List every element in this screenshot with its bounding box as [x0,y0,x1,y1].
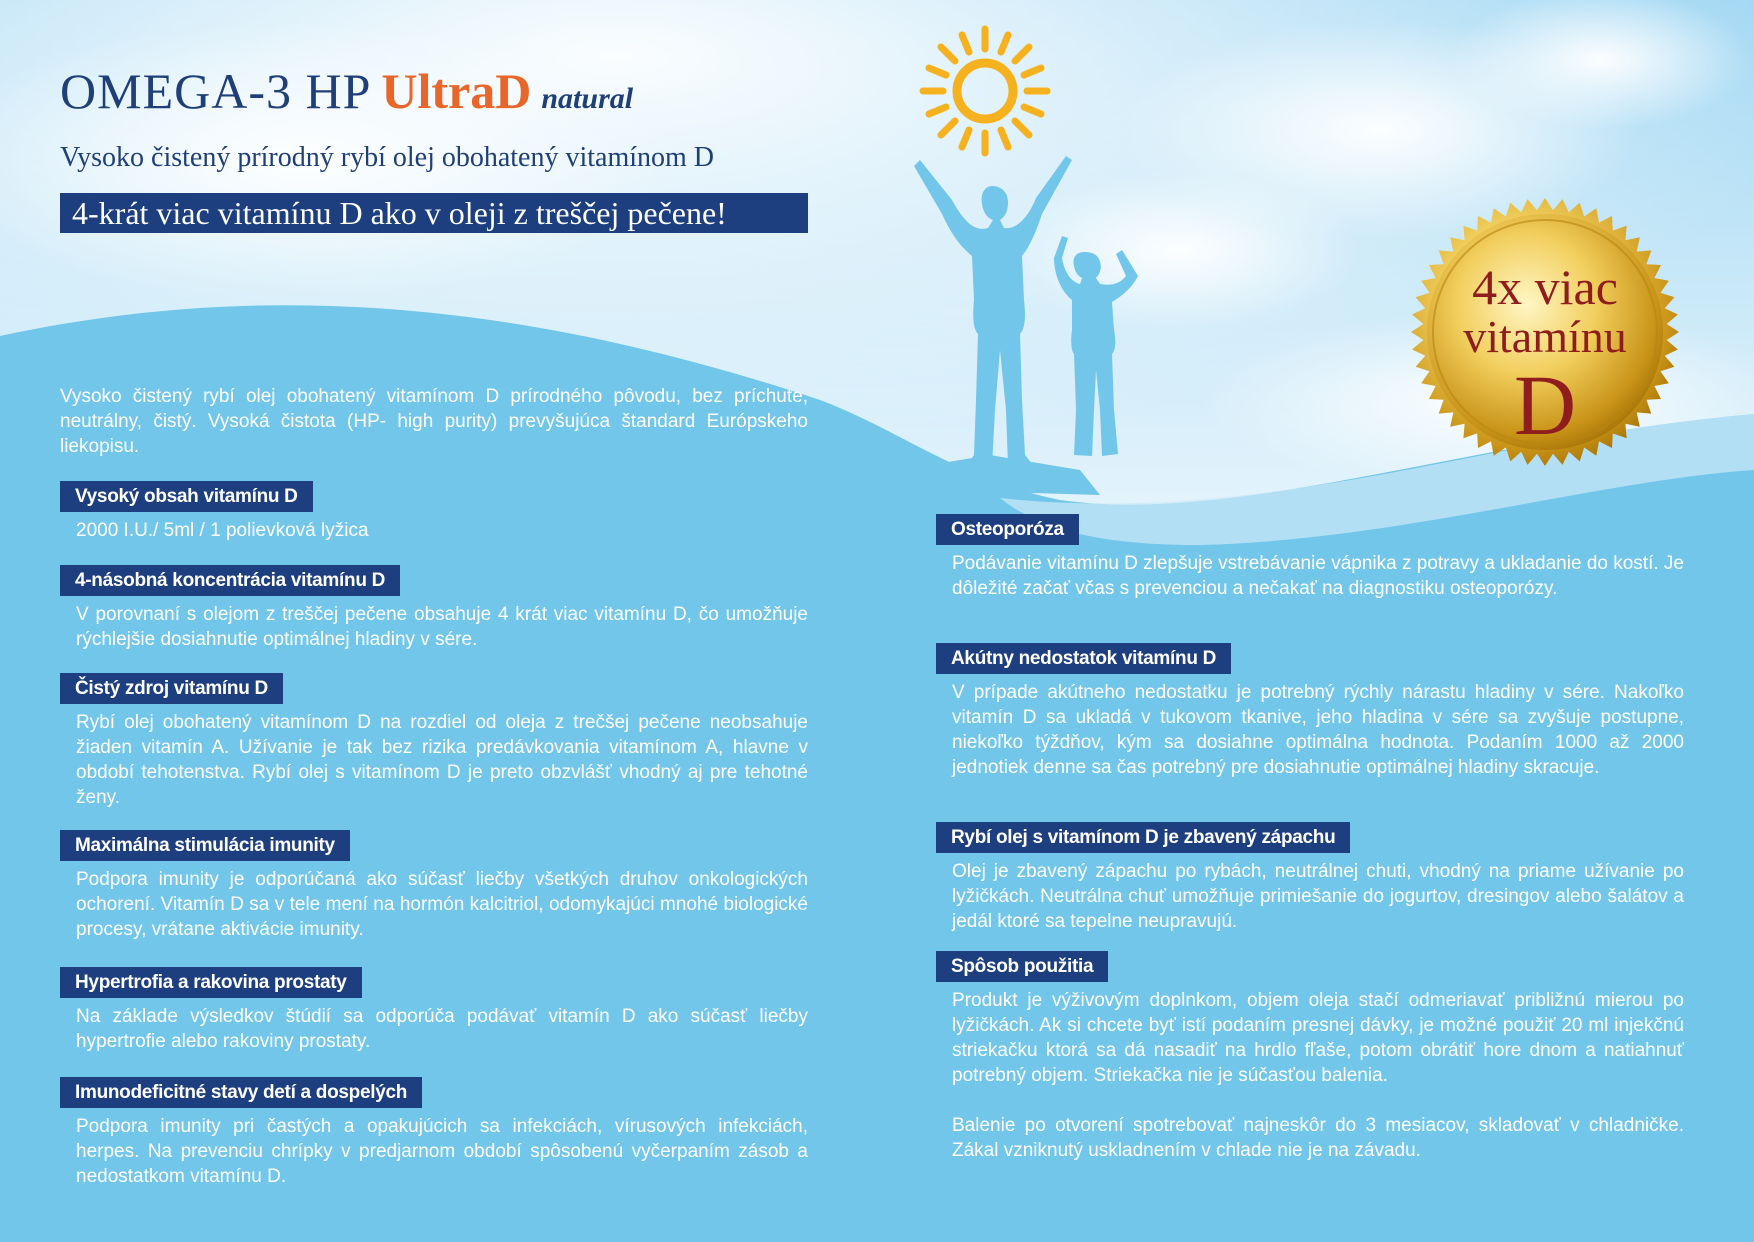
product-title [60,63,634,119]
section-text [952,988,1684,1163]
product-variant: natural [541,82,634,115]
section-heading: Rybí olej s vitamínom D je zbavený zápachu [936,822,1350,853]
section-paragraph: V prípade akútneho nedostatku je potrebný rýchly nárastu hladiny v sére. Nakoľko vitamín D sa ukladá v tukovom tkanive, jeho hladina v sére sa zvyšuje postupne, niekoľko týždňov, kým sa dosiahne optimálna hodnota. Podaním 1000 až 2000 jednotiek denne sa čas potrebný pre dosiahnutie optimálnej hladiny skracuje. [952,682,1684,778]
section-heading: 4-násobná koncentrácia vitamínu D [60,565,400,596]
section-paragraph: 2000 I.U./ 5ml / 1 polievková lyžica [76,520,369,541]
brand-name: OMEGA-3 HP [60,63,372,119]
section-text [952,680,1684,780]
section-paragraph: Olej je zbavený zápachu po rybách, neutrálnej chuti, vhodný na priame užívanie po lyžičkách. Neutrálna chuť umožňuje primiešanie do jogurtov, dresingov alebo šalátov a jedál ktoré sa tepelne neupravujú. [952,861,1684,932]
section-heading: Maximálna stimulácia imunity [60,830,350,861]
section-text [76,710,808,810]
section-high-vitamin-d [60,481,808,543]
headline-banner: 4-krát viac vitamínu D ako v oleji z treščej pečene! [60,193,808,233]
section-paragraph: Produkt je výživovým doplnkom, objem oleja stačí odmeriavať približnú mierou po lyžičkách. Ak si chcete byť istí podaním presnej dávky, je možné použiť 20 ml injekčnú striekačku ktorá sa dá nasadiť na hrdlo fľaše, potom obrátiť hore dnom a natiahnuť potrebný objem. Striekačka nie je súčasťou balenia. [952,990,1684,1086]
section-heading: Imunodeficitné stavy detí a dospelých [60,1077,422,1108]
seal-line-2: vitamínu [1463,311,1627,362]
section-heading: Osteoporóza [936,514,1079,545]
section-paragraph: Balenie po otvorení spotrebovať najneskôr do 3 mesiacov, skladovať v chladničke. Zákal vzniknutý uskladnením v chlade nie je na závadu. [952,1115,1684,1161]
section-immunodeficiency [60,1077,808,1189]
section-text [952,859,1684,934]
section-text [952,551,1684,601]
section-heading: Vysoký obsah vitamínu D [60,481,313,512]
intro-paragraph: Vysoko čistený rybí olej obohatený vitamínom D prírodného pôvodu, bez príchute, neutrálny, čistý. Vysoká čistota (HP- high purity) prevyšujúca štandard Európskeho liekopisu. [60,386,808,457]
section-heading: Čistý zdroj vitamínu D [60,673,283,704]
section-paragraph: Rybí olej obohatený vitamínom D na rozdiel od oleja z trečšej pečene neobsahuje žiaden vitamín A. Užívanie je tak bez rizika predávkovania vitamínom A, hlavne v období tehotenstva. Rybí olej s vitamínom D je preto obzvlášť vhodný aj pre tehotné ženy. [76,712,808,808]
section-odorless [936,822,1684,934]
section-heading: Spôsob použitia [936,951,1108,982]
section-paragraph: Podpora imunity je odporúčaná ako súčasť liečby všetkých druhov onkologických ochorení. Vitamín D sa v tele mení na hormón kalcitriol, odomykajúci mnohé biologické procesy, vrátane aktivácie imunity. [76,869,808,940]
seal-line-3: D [1513,357,1577,453]
section-text [76,602,808,652]
section-text [76,867,808,942]
product-name: UltraD [381,63,532,119]
seal-label [1410,259,1680,453]
section-acute-deficiency [936,643,1684,780]
section-heading: Akútny nedostatok vitamínu D [936,643,1231,674]
section-text [76,1114,808,1189]
section-concentration [60,565,808,652]
section-paragraph: V porovnaní s olejom z treščej pečene obsahuje 4 krát viac vitamínu D, čo umožňuje rýchlejšie dosiahnutie optimálnej hladiny v sére. [76,604,808,650]
section-text [76,1004,808,1054]
section-prostate [60,967,808,1054]
section-heading: Hypertrofia a rakovina prostaty [60,967,362,998]
seal-line-1: 4x viac [1472,259,1618,315]
section-paragraph: Na základe výsledkov štúdií sa odporúča podávať vitamín D ako súčasť liečby hypertrofie alebo rakoviny prostaty. [76,1006,808,1052]
section-usage [936,951,1684,1163]
section-osteoporosis [936,514,1684,601]
section-pure-source [60,673,808,810]
section-paragraph: Podpora imunity pri častých a opakujúcich sa infekciách, vírusových infekciách, herpes. Na prevenciu chrípky v predjarnom období spôsobenú vyčerpaním zásob a nedostatkom vitamínu D. [76,1116,808,1187]
section-immunity [60,830,808,942]
product-subtitle: Vysoko čistený prírodný rybí olej obohatený vitamínom D [60,142,715,173]
section-paragraph: Podávanie vitamínu D zlepšuje vstrebávanie vápnika z potravy a ukladanie do kostí. Je dôležité začať včas s prevenciou a nečakať na diagnostiku osteoporózy. [952,553,1684,599]
section-text [76,518,808,543]
